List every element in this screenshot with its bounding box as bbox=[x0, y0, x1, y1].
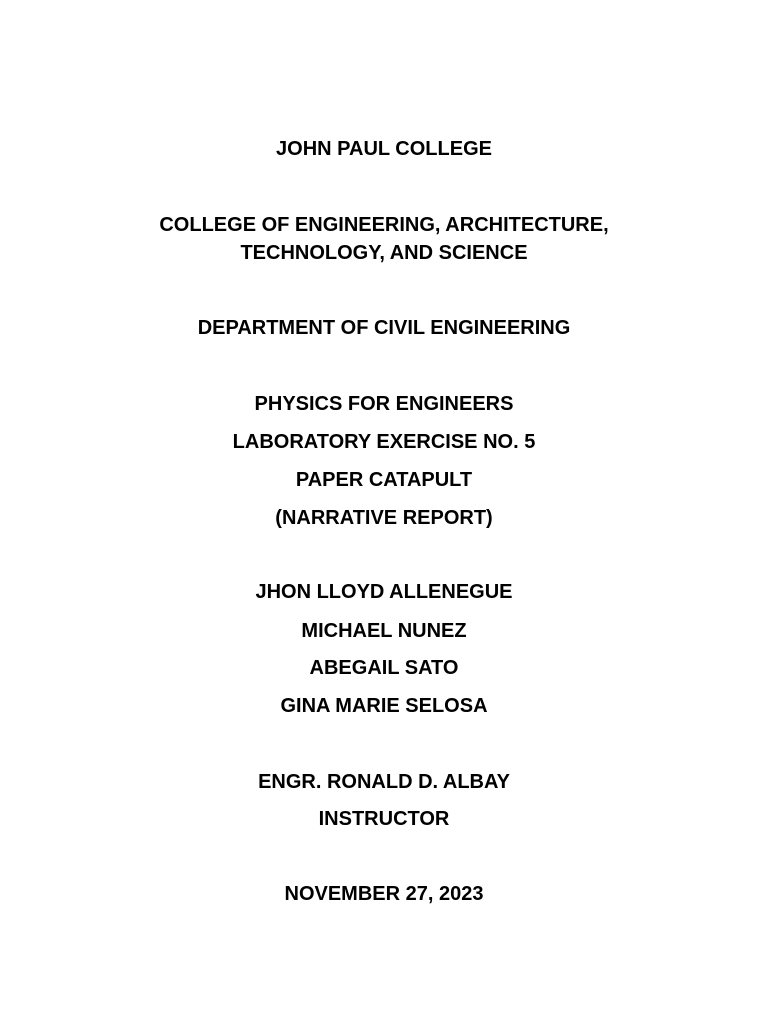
college-name-line-2: TECHNOLOGY, AND SCIENCE bbox=[240, 242, 528, 264]
exercise-number: LABORATORY EXERCISE NO. 5 bbox=[232, 431, 536, 453]
instructor-name: ENGR. RONALD D. ALBAY bbox=[258, 771, 510, 793]
author-name: GINA MARIE SELOSA bbox=[280, 695, 488, 717]
college-name-line-1: COLLEGE OF ENGINEERING, ARCHITECTURE, bbox=[159, 214, 609, 236]
report-date: NOVEMBER 27, 2023 bbox=[284, 883, 484, 905]
instructor-role: INSTRUCTOR bbox=[318, 808, 450, 830]
author-name: MICHAEL NUNEZ bbox=[301, 620, 467, 642]
report-type: (NARRATIVE REPORT) bbox=[275, 507, 493, 529]
author-name: ABEGAIL SATO bbox=[309, 657, 459, 679]
exercise-title: PAPER CATAPULT bbox=[295, 469, 473, 491]
author-name: JHON LLOYD ALLENEGUE bbox=[255, 581, 513, 603]
school-name: JOHN PAUL COLLEGE bbox=[276, 138, 492, 160]
department-name: DEPARTMENT OF CIVIL ENGINEERING bbox=[197, 317, 571, 339]
subject-title: PHYSICS FOR ENGINEERS bbox=[254, 393, 514, 415]
